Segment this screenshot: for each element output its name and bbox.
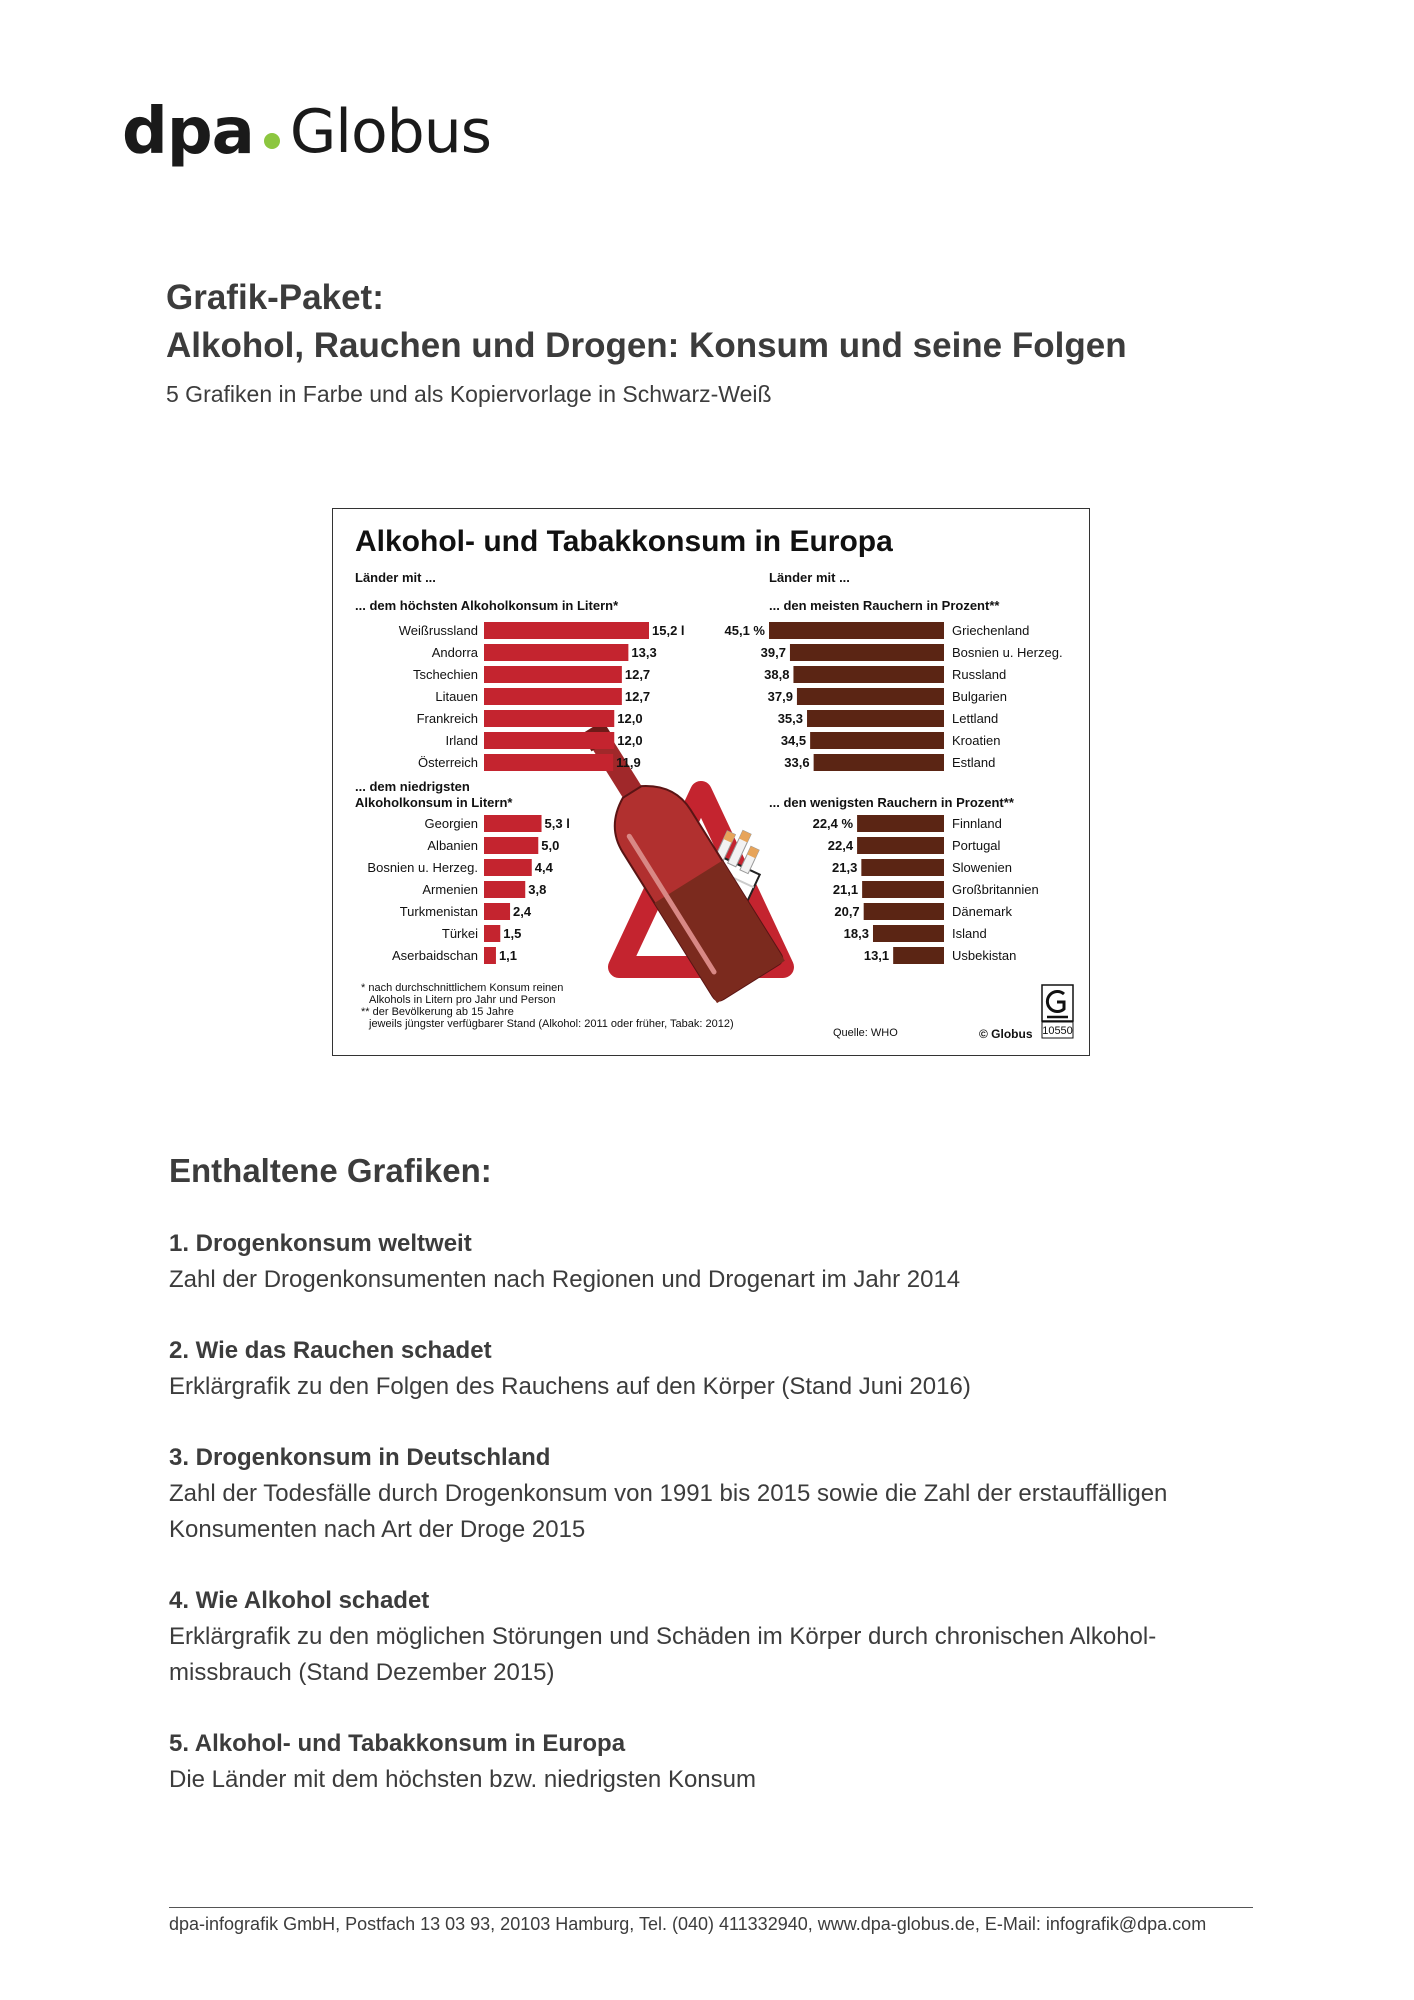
chart-copyright: © Globus bbox=[979, 1027, 1033, 1041]
bar-portugal bbox=[857, 837, 944, 854]
globus-g-logo-icon bbox=[1042, 985, 1073, 1021]
category-label: Slowenien bbox=[952, 860, 1012, 875]
value-label: 13,3 bbox=[631, 645, 657, 660]
bar-estland bbox=[814, 754, 944, 771]
value-label: 1,1 bbox=[498, 948, 518, 963]
footer-contact: dpa-infografik GmbH, Postfach 13 03 93, 20103 Hamburg, Tel. (040) 411332940, www.dpa-globus.de, E-Mail: infografik@dpa.com bbox=[169, 1914, 1207, 1934]
category-label: Tschechien bbox=[412, 667, 478, 682]
value-label: 12,0 bbox=[617, 733, 643, 748]
alcohol-tobacco-illustration bbox=[558, 706, 785, 1003]
logo-globus-text: Globus bbox=[289, 97, 492, 167]
footnote-line: ** der Bevölkerung ab 15 Jahre bbox=[361, 1006, 514, 1018]
contents-item-desc: Zahl der Todesfälle durch Drogenkonsum von 1991 bis 2015 sowie die Zahl der erstauffälligen Konsumenten nach Art der Droge 2015 bbox=[169, 1480, 1168, 1543]
value-label: 15,2 l bbox=[652, 623, 685, 638]
value-label: 12,7 bbox=[624, 689, 651, 704]
category-label: Aserbaidschan bbox=[392, 948, 478, 963]
category-label: Großbritannien bbox=[952, 882, 1039, 897]
logo-dot-icon bbox=[264, 133, 280, 149]
category-label: Österreich bbox=[418, 755, 478, 770]
bar-armenien bbox=[484, 881, 525, 898]
contents-item-desc: Erklärgrafik zu den möglichen Störungen und Schäden im Körper durch chronischen Alkohol-missbrauch (Stand Dezember 2015) bbox=[169, 1623, 1157, 1686]
bar-russland bbox=[793, 666, 944, 683]
package-title-line2: Alkohol, Rauchen und Drogen: Konsum und seine Folgen bbox=[166, 326, 1127, 365]
value-label: 21,3 bbox=[832, 860, 858, 875]
bar-andorra bbox=[484, 644, 628, 661]
category-label: Turkmenistan bbox=[399, 904, 478, 919]
footnote-line: Alkohols in Litern pro Jahr und Person bbox=[369, 994, 556, 1006]
category-label: Bosnien u. Herzeg. bbox=[952, 645, 1063, 660]
infographic-chart bbox=[333, 509, 1091, 1057]
category-label: Island bbox=[952, 926, 987, 941]
value-label: 2,4 bbox=[513, 904, 532, 919]
right-column-header: Länder mit ... bbox=[769, 570, 850, 585]
category-label: Usbekistan bbox=[952, 948, 1017, 963]
contents-item-title: 1. Drogenkonsum weltweit bbox=[169, 1230, 472, 1257]
bar-litauen bbox=[484, 688, 622, 705]
bar-türkei bbox=[484, 925, 500, 942]
bar-großbritannien bbox=[862, 881, 944, 898]
category-label: Frankreich bbox=[416, 711, 478, 726]
category-label: Armenien bbox=[422, 882, 478, 897]
value-label: 5,0 bbox=[541, 838, 560, 853]
category-label: Irland bbox=[445, 733, 478, 748]
value-label: 35,3 bbox=[777, 711, 804, 726]
value-label: 5,3 l bbox=[544, 816, 570, 831]
bar-island bbox=[873, 925, 944, 942]
contents-item-desc: Die Länder mit dem höchsten bzw. niedrigsten Konsum bbox=[169, 1766, 756, 1793]
category-label: Bosnien u. Herzeg. bbox=[367, 860, 478, 875]
footer-divider bbox=[169, 1907, 1253, 1908]
category-label: Russland bbox=[952, 667, 1007, 682]
logo-dpa-text: dpa bbox=[122, 95, 254, 169]
value-label: 33,6 bbox=[784, 755, 810, 770]
contents-item-title: 2. Wie das Rauchen schadet bbox=[169, 1337, 492, 1364]
bar-turkmenistan bbox=[484, 903, 510, 920]
bar-weißrussland bbox=[484, 622, 649, 639]
infographic-preview bbox=[332, 508, 1090, 1056]
contents-item-desc: Zahl der Drogenkonsumenten nach Regionen und Drogenart im Jahr 2014 bbox=[169, 1266, 961, 1293]
value-label: 37,9 bbox=[767, 689, 793, 704]
value-label: 22,4 bbox=[827, 838, 854, 853]
value-label: 3,8 bbox=[528, 882, 547, 897]
category-label: Andorra bbox=[431, 645, 478, 660]
panel-header: ... dem niedrigsten bbox=[355, 779, 470, 794]
bar-österreich bbox=[484, 754, 613, 771]
value-label: 13,1 bbox=[863, 948, 890, 963]
category-label: Bulgarien bbox=[952, 689, 1007, 704]
category-label: Kroatien bbox=[952, 733, 1001, 748]
bar-tschechien bbox=[484, 666, 622, 683]
category-label: Türkei bbox=[441, 926, 478, 941]
dpa-globus-logo bbox=[122, 92, 491, 172]
infographic-title: Alkohol- und Tabakkonsum in Europa bbox=[355, 525, 893, 558]
bar-dänemark bbox=[864, 903, 944, 920]
value-label: 11,9 bbox=[616, 755, 641, 770]
value-label: 12,7 bbox=[624, 667, 651, 682]
contents-item-desc: Erklärgrafik zu den Folgen des Rauchens auf den Körper (Stand Juni 2016) bbox=[169, 1373, 971, 1400]
bar-frankreich bbox=[484, 710, 614, 727]
bar-bosnien-u-herzeg- bbox=[790, 644, 944, 661]
value-label: 22,4 % bbox=[812, 816, 854, 831]
footnote-line: jeweils jüngster verfügbarer Stand (Alkohol: 2011 oder früher, Tabak: 2012) bbox=[369, 1018, 734, 1030]
bar-lettland bbox=[807, 710, 944, 727]
contents-item-title: 5. Alkohol- und Tabakkonsum in Europa bbox=[169, 1730, 626, 1757]
bar-albanien bbox=[484, 837, 538, 854]
bar-usbekistan bbox=[893, 947, 944, 964]
panel-header: ... den wenigsten Rauchern in Prozent** bbox=[769, 795, 1014, 810]
chart-number: 10550 bbox=[1042, 1025, 1073, 1037]
value-label: 20,7 bbox=[834, 904, 860, 919]
value-label: 45,1 % bbox=[724, 623, 765, 638]
category-label: Weißrussland bbox=[398, 623, 478, 638]
category-label: Albanien bbox=[427, 838, 478, 853]
chart-footnotes bbox=[361, 982, 734, 1030]
package-title-line1: Grafik-Paket: bbox=[166, 278, 384, 317]
category-label: Finnland bbox=[952, 816, 1002, 831]
value-label: 18,3 bbox=[843, 926, 869, 941]
panel-header: Alkoholkonsum in Litern* bbox=[355, 795, 513, 810]
bar-irland bbox=[484, 732, 614, 749]
contents-item-title: 4. Wie Alkohol schadet bbox=[169, 1587, 430, 1614]
panel-header: ... dem höchsten Alkoholkonsum in Litern* bbox=[355, 598, 619, 613]
category-label: Griechenland bbox=[952, 623, 1030, 638]
category-label: Litauen bbox=[435, 689, 478, 704]
panel-header: ... den meisten Rauchern in Prozent** bbox=[769, 598, 1000, 613]
category-label: Georgien bbox=[424, 816, 478, 831]
category-label: Portugal bbox=[952, 838, 1001, 853]
left-column-header: Länder mit ... bbox=[355, 570, 436, 585]
bar-kroatien bbox=[810, 732, 944, 749]
contents-item-title: 3. Drogenkonsum in Deutschland bbox=[169, 1444, 551, 1471]
bar-bulgarien bbox=[797, 688, 944, 705]
category-label: Dänemark bbox=[952, 904, 1012, 919]
value-label: 38,8 bbox=[764, 667, 790, 682]
chart-source: Quelle: WHO bbox=[833, 1027, 898, 1039]
bar-slowenien bbox=[861, 859, 944, 876]
bar-georgien bbox=[484, 815, 542, 832]
bar-finnland bbox=[857, 815, 944, 832]
value-label: 12,0 bbox=[617, 711, 643, 726]
contents-title: Enthaltene Grafiken: bbox=[169, 1152, 492, 1189]
value-label: 34,5 bbox=[780, 733, 807, 748]
bar-aserbaidschan bbox=[484, 947, 496, 964]
bar-griechenland bbox=[769, 622, 944, 639]
value-label: 21,1 bbox=[832, 882, 859, 897]
category-label: Estland bbox=[952, 755, 996, 770]
package-subtitle: 5 Grafiken in Farbe und als Kopiervorlage in Schwarz-Weiß bbox=[166, 381, 772, 407]
value-label: 1,5 bbox=[503, 926, 522, 941]
value-label: 4,4 bbox=[534, 860, 553, 875]
category-label: Lettland bbox=[952, 711, 999, 726]
bar-bosnien-u-herzeg- bbox=[484, 859, 532, 876]
value-label: 39,7 bbox=[760, 645, 786, 660]
footnote-line: * nach durchschnittlichem Konsum reinen bbox=[361, 982, 564, 994]
